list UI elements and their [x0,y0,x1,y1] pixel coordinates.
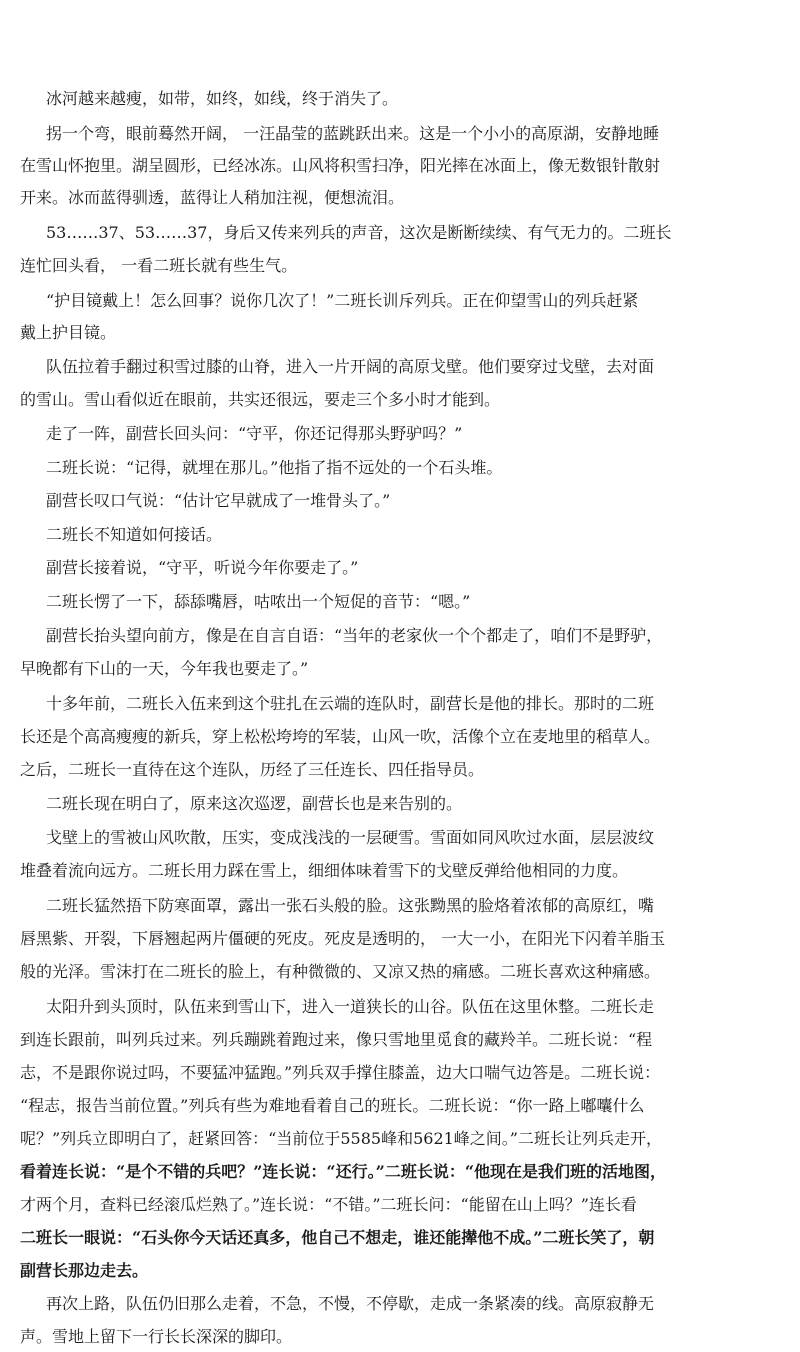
text-line: 戈壁上的雪被山风吹散，压实，变成浅浅的一层硬雪。雪面如同风吹过水面，层层波纹 [46,828,655,847]
text-line: 副营长抬头望向前方，像是在自言自语：“当年的老家伙一个个都走了，咱们不是野驴， [46,626,663,645]
text-line: 之后，二班长一直待在这个连队，历经了三任连长、四任指导员。 [20,760,485,779]
text-line: 的雪山。雪山看似近在眼前，共实还很远，要走三个多小时才能到。 [20,390,501,409]
text-line: 声。雪地上留下一行长长深深的脚印。 [20,1327,293,1346]
text-line: 戴上护目镜。 [20,323,117,342]
text-line: 十多年前，二班长入伍来到这个驻扎在云端的连队时，副营长是他的排长。那时的二班 [46,694,655,713]
text-line: 副营长那边走去。 [20,1261,149,1280]
text-line: 副营长接着说，“守平，听说今年你要走了。” [46,558,359,577]
text-line: 太阳升到头顶时，队伍来到雪山下，进入一道狭长的山谷。队伍在这里休整。二班长走 [46,997,655,1016]
text-line: 长还是个高高瘦瘦的新兵，穿上松松垮垮的军装，山风一吹，活像个立在麦地里的稻草人。 [20,727,661,746]
text-line: 副营长叹口气说：“估计它早就成了一堆骨头了。” [46,491,391,510]
text-line: 看着连长说：“是个不错的兵吧？”连长说：“还行。”二班长说：“他现在是我们班的活地图， [20,1162,667,1181]
text-line: 二班长猛然捂下防寒面罩，露出一张石头般的脸。这张黝黑的脸烙着浓郁的高原红，嘴 [46,896,655,915]
text-line: 再次上路，队伍仍旧那么走着，不急，不慢，不停歇，走成一条紧凑的线。高原寂静无 [46,1294,655,1313]
text-line: 二班长愣了一下，舔舔嘴唇，咕哝出一个短促的音节：“嗯。” [46,592,471,611]
text-line: 走了一阵，副营长回头问：“守平，你还记得那头野驴吗？” [46,424,463,443]
text-line: 队伍拉着手翻过积雪过膝的山脊，进入一片开阔的高原戈壁。他们要穿过戈壁，去对面 [46,357,655,376]
text-line: 呢？”列兵立即明白了，赶紧回答：“当前位于5585峰和5621峰之间。”二班长让列兵走开， [20,1129,662,1148]
text-line: 在雪山怀抱里。湖呈圆形，已经冰冻。山风将积雪扫净，阳光摔在冰面上，像无数银针散射 [20,156,661,175]
text-line: 唇黑紫、开裂，下唇翘起两片僵硬的死皮。死皮是透明的， 一大一小，在阳光下闪着羊脂玉 [20,929,666,948]
text-line: 连忙回头看， 一看二班长就有些生气。 [20,256,298,275]
text-line: 到连长跟前，叫列兵过来。列兵蹦跳着跑过来，像只雪地里觅食的藏羚羊。二班长说：“程 [20,1030,653,1049]
text-line: 拐一个弯，眼前蓦然开阔， 一汪晶莹的蓝跳跃出来。这是一个小小的高原湖，安静地睡 [46,124,660,143]
text-line: 早晚都有下山的一天，今年我也要走了。” [20,659,309,678]
text-line: 二班长现在明白了，原来这次巡逻，副营长也是来告别的。 [46,794,463,813]
text-line: 二班长不知道如何接话。 [46,525,223,544]
text-line: “护目镜戴上！怎么回事？说你几次了！”二班长训斥列兵。正在仰望雪山的列兵赶紧 [46,291,639,310]
text-line: 冰河越来越瘦，如带，如终，如线，终于消失了。 [46,89,399,108]
text-line: “程志，报告当前位置。”列兵有些为难地看着自己的班长。二班长说：“你一路上嘟囔什么 [20,1096,645,1115]
text-line: 二班长说：“记得，就埋在那儿。”他指了指不远处的一个石头堆。 [46,458,503,477]
text-line: 志，不是跟你说过吗，不要猛冲猛跑。”列兵双手撑住膝盖，边大口喘气边答是。二班长说： [20,1063,661,1082]
text-line: 53……37、53……37，身后又传来列兵的声音，这次是断断续续、有气无力的。二班长 [46,223,672,242]
text-line: 堆叠着流向远方。二班长用力踩在雪上，细细体味着雪下的戈壁反弹给他相同的力度。 [20,861,629,880]
text-line: 二班长一眼说：“石头你今天话还真多，他自己不想走，谁还能撵他不成。”二班长笑了，朝 [20,1228,655,1247]
text-line: 般的光泽。雪沫打在二班长的脸上，有种微微的、又凉又热的痛感。二班长喜欢这种痛感。 [20,962,661,981]
text-line: 开来。冰而蓝得驯透，蓝得让人稍加注视，便想流泪。 [20,188,405,207]
text-line: 才两个月，查料已经滚瓜烂熟了。”连长说：“不错。”二班长问：“能留在山上吗？”连长看 [20,1195,637,1214]
